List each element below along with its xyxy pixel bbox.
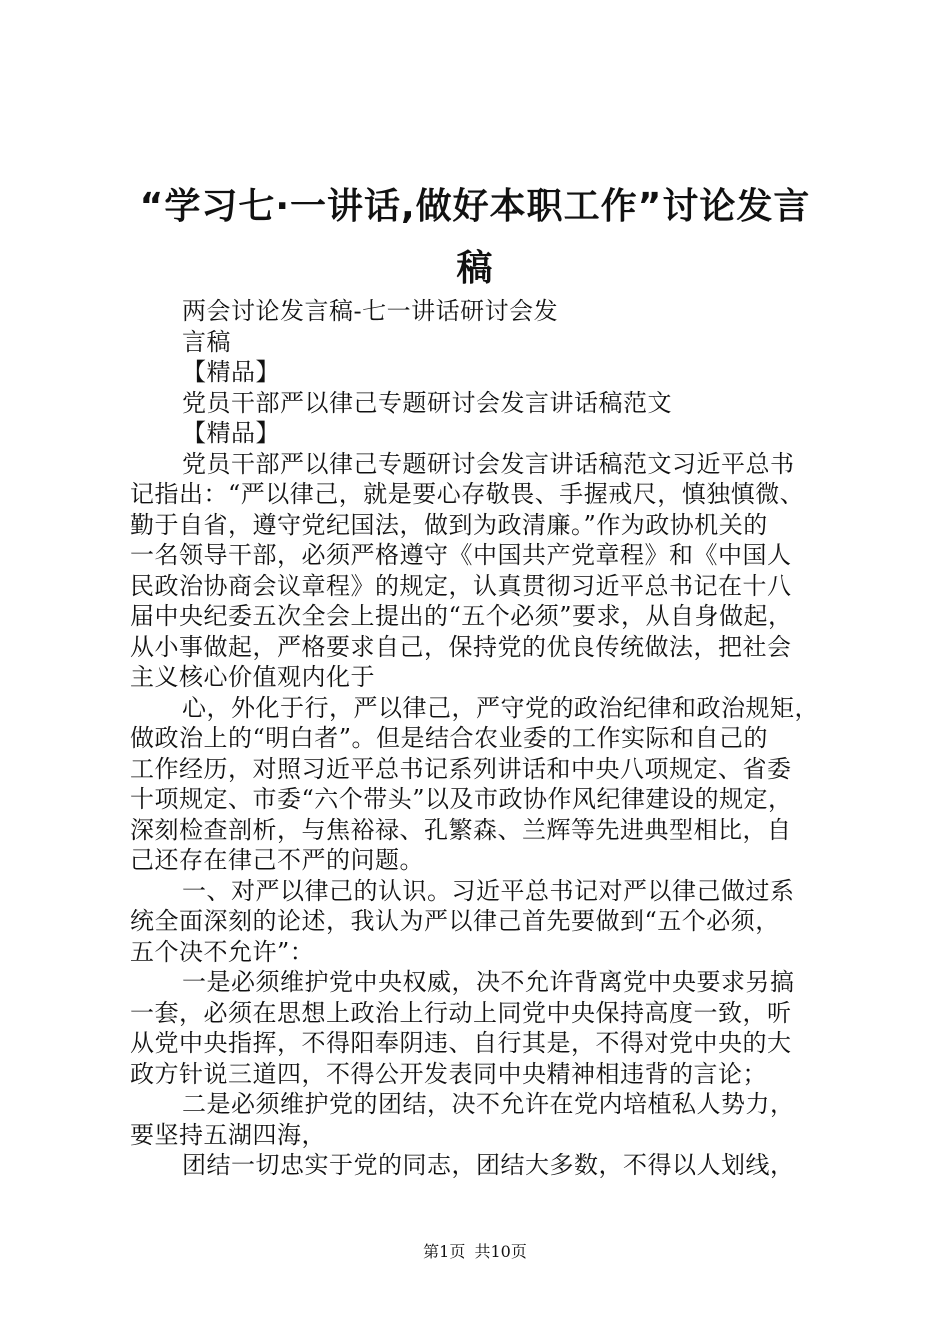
body-line: 己还存在律己不严的问题。 <box>130 846 424 874</box>
body-line: 政方针说三道四，不得公开发表同中央精神相违背的言论； <box>130 1059 767 1088</box>
body-line: 从党中央指挥，不得阳奉阴违、自行其是，不得对党中央的大 <box>130 1029 792 1057</box>
body-line: 深刻检查剖析，与焦裕禄、孔繁森、兰辉等先进典型相比，自 <box>130 815 792 844</box>
title-line-1: “学习七·一讲话,做好本职工作”讨论发言 <box>139 186 811 227</box>
body-line: 工作经历，对照习近平总书记系列讲话和中央八项规定、省委 <box>130 754 792 783</box>
body-line: 【精品】 <box>182 419 280 447</box>
body-line: 做政治上的“明白者”。但是结合农业委的工作实际和自己的 <box>130 724 769 752</box>
page-footer <box>0 1242 950 1262</box>
body-line: 一、对严以律己的认识。习近平总书记对严以律己做过系 <box>182 876 795 905</box>
body-line: 党员干部严以律己专题研讨会发言讲话稿范文 <box>182 388 672 417</box>
page-number: 第1页 <box>423 1242 466 1261</box>
document-body <box>130 296 830 1181</box>
body-line: 党员干部严以律己专题研讨会发言讲话稿范文习近平总书 <box>182 449 795 478</box>
body-line: 十项规定、市委“六个带头”以及市政协作风纪律建设的规定， <box>130 785 793 813</box>
body-line: 一是必须维护党中央权威，决不允许背离党中央要求另搞 <box>182 968 795 996</box>
body-line: 统全面深刻的论述，我认为严以律己首先要做到“五个必须， <box>130 907 780 935</box>
body-line: 记指出：“严以律己，就是要心存敬畏、手握戒尺，慎独慎微、 <box>130 480 805 508</box>
body-line: 两会讨论发言稿-七一讲话研讨会发 <box>182 297 559 325</box>
body-line: 团结一切忠实于党的同志，团结大多数，不得以人划线， <box>182 1151 795 1179</box>
body-line: 心，外化于行，严以律己，严守党的政治纪律和政治规矩， <box>182 693 819 722</box>
body-line: 言稿 <box>182 327 231 356</box>
body-line: 勤于自省，遵守党纪国法，做到为政清廉。”作为政协机关的 <box>130 510 768 539</box>
body-line: 届中央纪委五次全会上提出的“五个必须”要求，从自身做起， <box>130 602 793 630</box>
body-line: 一名领导干部，必须严格遵守《中国共产党章程》和《中国人 <box>130 541 792 569</box>
body-line: 民政治协商会议章程》的规定，认真贯彻习近平总书记在十八 <box>130 571 792 600</box>
body-line: 一套，必须在思想上政治上行动上同党中央保持高度一致，听 <box>130 998 792 1027</box>
body-line: 五个决不允许”： <box>130 937 315 966</box>
body-line: 主义核心价值观内化于 <box>130 663 375 691</box>
body-line: 从小事做起，严格要求自己，保持党的优良传统做法，把社会 <box>130 632 792 661</box>
title-line-2: 稿 <box>456 248 494 289</box>
page-total: 共10页 <box>474 1242 527 1261</box>
body-line: 要坚持五湖四海， <box>130 1120 326 1149</box>
body-line: 【精品】 <box>182 358 280 386</box>
body-line: 二是必须维护党的团结，决不允许在党内培植私人势力， <box>182 1090 795 1118</box>
document-title <box>130 176 820 300</box>
